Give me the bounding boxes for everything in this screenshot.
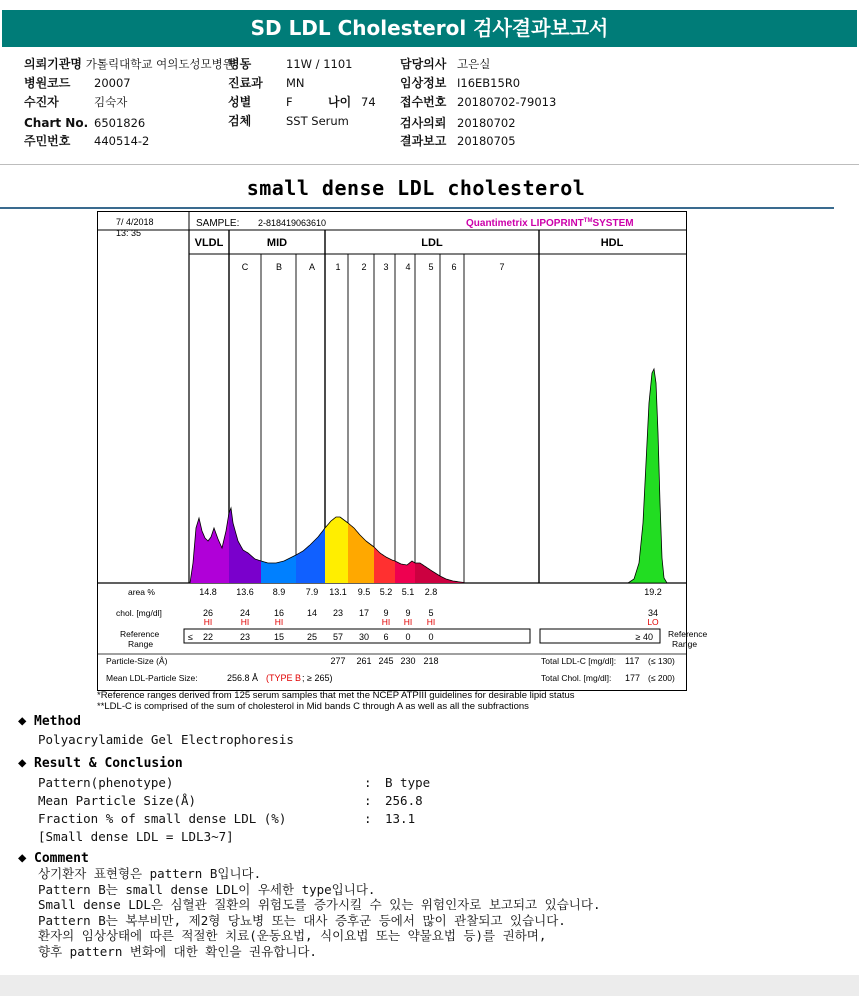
fraction-area-1: [325, 517, 348, 583]
area-value: 13.6: [236, 587, 254, 597]
particle-size-value: 230: [400, 656, 416, 666]
fraction-area-2: [348, 523, 374, 583]
range-right-label: Range: [672, 639, 698, 649]
reference-range-box: [184, 629, 530, 643]
comment-line: Pattern B는 small dense LDL이 우세한 type입니다.: [38, 881, 376, 897]
sample-id: 2-818419063610: [258, 218, 327, 228]
divider: [0, 164, 859, 165]
band-label: 7: [499, 262, 505, 272]
info-clinical: 임상정보 I16EB15R0: [400, 76, 521, 90]
reference-value: 22: [202, 632, 214, 642]
comment-line: 환자의 임상상태에 따른 적절한 치료(운동요법, 식이요법 또는 약물요법 등)를 권하며,: [38, 928, 547, 943]
comment-heading: ◆ Comment: [18, 850, 89, 866]
band-label: 4: [405, 262, 411, 272]
reference-le: ≤: [188, 632, 193, 642]
divider: [0, 207, 834, 209]
row-label-particle: Particle-Size (Å): [106, 656, 168, 666]
band-label: C: [241, 262, 249, 272]
chol-value: 9: [405, 608, 411, 618]
reference-value: 25: [306, 632, 318, 642]
group-label: HDL: [600, 237, 624, 249]
flag-lo: LO: [647, 617, 659, 627]
particle-size-value: 277: [330, 656, 346, 666]
footnotes: [97, 690, 575, 712]
comment-line: Pattern B는 복부비만, 제2형 당뇨병 또는 대사 증후군 등에서 많이 관찰되고 있습니다.: [38, 912, 566, 928]
group-label: MID: [266, 237, 288, 249]
band-label: 5: [428, 262, 434, 272]
bullet-icon: ◆: [18, 755, 27, 771]
sample-label: SAMPLE:: [196, 218, 240, 229]
info-doctor: 담당의사 고은실: [400, 57, 491, 71]
chol-value: 23: [332, 608, 344, 618]
band-label: A: [308, 262, 316, 272]
hdl-reference-value: ≥ 40: [635, 632, 653, 642]
total-chol-range: (≤ 200): [648, 673, 675, 683]
area-value: 5.1: [401, 587, 415, 597]
info-institution: 의뢰기관명 가톨릭대학교 여의도성모병원: [24, 57, 234, 71]
chol-value: 26: [202, 608, 214, 618]
area-value: 7.9: [305, 587, 319, 597]
fraction-area-C: [229, 508, 261, 583]
type-criterion: ; ≥ 265): [302, 673, 333, 683]
area-value: 14.8: [199, 587, 217, 597]
reference-right-label: Reference: [668, 629, 708, 639]
info-specimen: 검체 SST Serum: [228, 114, 349, 128]
group-label: VLDL: [194, 237, 224, 249]
reference-value: 23: [239, 632, 251, 642]
method-text: Polyacrylamide Gel Electrophoresis: [38, 732, 294, 747]
report-date: 7/ 4/2018: [116, 217, 154, 227]
band-label: 3: [383, 262, 389, 272]
particle-size-value: 261: [356, 656, 372, 666]
fraction-area-5: [415, 563, 464, 583]
bullet-icon: ◆: [18, 713, 27, 729]
particle-size-value: 218: [423, 656, 439, 666]
lipoprint-chart: [98, 212, 708, 690]
flag-hi: HI: [240, 617, 250, 627]
system-name: Quantimetrix LIPOPRINT™SYSTEM: [466, 218, 634, 229]
band-label: B: [275, 262, 283, 272]
info-hospital-code: 병원코드 20007: [24, 76, 131, 90]
flag-hi: HI: [381, 617, 391, 627]
flag-hi: HI: [203, 617, 213, 627]
fraction-area-HDL: [628, 369, 667, 583]
info-sex: 성별 F: [228, 95, 293, 109]
fraction-area-B: [261, 555, 296, 583]
row-label-mean: Mean LDL-Particle Size:: [106, 673, 198, 683]
chol-value: 34: [647, 608, 659, 618]
footnote-2: **LDL-C is comprised of the sum of cholesterol in Mid bands C through A as well as all the subfractions: [97, 701, 529, 712]
mean-size-value: 256.8 Å: [227, 673, 259, 683]
info-chart-no: Chart No. 6501826: [24, 116, 146, 130]
comment-text: [38, 866, 600, 959]
fraction-area-3: [374, 547, 395, 583]
band-label: 6: [451, 262, 457, 272]
area-value: 9.5: [357, 587, 371, 597]
chol-value: 24: [239, 608, 251, 618]
chol-value: 17: [358, 608, 370, 618]
result-heading: ◆ Result & Conclusion: [18, 755, 183, 771]
type-label: (TYPE B: [266, 673, 302, 683]
reference-value: 6: [383, 632, 389, 642]
comment-line: Small dense LDL은 심혈관 질환의 위험도를 증가시킬 수 있는 위험인자로 보고되고 있습니다.: [38, 897, 601, 912]
info-accession: 접수번호 20180702-79013: [400, 95, 557, 109]
reference-value: 30: [358, 632, 370, 642]
report-subtitle: small dense LDL cholesterol: [246, 176, 586, 200]
info-age: 나이 74: [328, 95, 376, 109]
info-ward: 병동 11W / 1101: [228, 57, 353, 71]
info-report-date: 결과보고 20180705: [400, 134, 516, 148]
band-label: 2: [361, 262, 367, 272]
row-label-area: area %: [128, 587, 155, 597]
band-label: 1: [335, 262, 341, 272]
lipoprint-report: [97, 211, 708, 691]
fraction-area-A: [296, 528, 325, 583]
comment-line: 향후 pattern 변화에 대한 확인을 권유합니다.: [38, 943, 317, 959]
info-request-date: 검사의뢰 20180702: [400, 116, 516, 130]
comment-line: 상기환자 표현형은 pattern B입니다.: [38, 866, 262, 881]
page-title: SD LDL Cholesterol 검사결과보고서: [2, 10, 857, 47]
group-label: LDL: [421, 237, 443, 249]
row-label-chol: chol. [mg/dl]: [116, 608, 162, 618]
flag-hi: HI: [274, 617, 284, 627]
report-page: SD LDL Cholesterol 검사결과보고서 의뢰기관명 가톨릭대학교 여의도성모병원 병원코드 20007 수진자 김숙자 Chart No. 6501826 주민번호 440514-2 병동 11W / 1101 진료과 MN 성별 F 나이 74 검체 SST Serum 담당의사 고은실 임상정보 I16EB15R0 접수번호 20180702-79013 검사의뢰 20180702 결과보고 20180705 small dense LDL cholesterol 7/ 4/2018 13: 35 SAMPLE: 2-818419063610 Quantimetrix LIPOPRINT™SYSTEM VLDL MID LDL HDL C B A 1 2 3 4 5 6 7 area % chol. [mg/dl] Reference Range Particle-Size (Å) Mean LDL-Particle Size: 14.8 13.6 8.9 7.9 13.1 9.5 5.2 5.1 2.8 19.2 26 24 16 14 23 17 9 9 5 34 HI HI HI HI HI HI LO ≤ 22 23 15 25 57 30 6 0 0 ≥ 40 Reference Range 277 261 245 230 218 256.8 Å (TYPE B ; ≥ 265) Total LDL-C [mg/dl]: 117 (≤ 130) Total Chol. [mg/dl]: 177 (≤ 200) *Reference ranges derived from 125 serum samples that met the NCEP ATPIII guidelines for desirable lipid status **LDL-C is comprised of the sum of cholesterol in Mid bands C through A as well as all the subfractions ◆ Method Polyacrylamide Gel Electrophoresis ◆ Result & Conclusion Pattern(phenotype) : B type Mean Particle Size(Å) : 256.8 Fraction % of small dense LDL (%) : 13.1 [Small dense LDL = LDL3~7] ◆ Comment 상기환자 표현형은 pattern B입니다. Pattern B는 small dense LDL이 우세한 type입니다. Small dense LDL은 심혈관 질환의 위험도를 증가시킬 수 있는 위험인자로 보고되고 있습니다. Pattern B는 복부비만, 제2형 당뇨병 또는 대사 증후군 등에서 많이 관찰되고 있습니다. 환자의 임상상태에 따른 적절한 치료(운동요법, 식이요법 또는 약물요법 등)를 권하며, 향후 pattern 변화에 대한 확인을 권유합니다.: [0, 0, 859, 975]
info-department: 진료과 MN: [228, 76, 305, 90]
reference-value: 57: [332, 632, 344, 642]
chol-value: 9: [383, 608, 389, 618]
total-chol-value: 177: [625, 673, 641, 683]
info-resident-no: 주민번호 440514-2: [24, 134, 150, 148]
info-patient-name: 수진자 김숙자: [24, 95, 128, 109]
total-ldl-range: (≤ 130): [648, 656, 675, 666]
reference-value: 0: [405, 632, 411, 642]
chol-value: 5: [428, 608, 434, 618]
area-value: 2.8: [424, 587, 438, 597]
area-value: 13.1: [329, 587, 347, 597]
chol-value: 14: [306, 608, 318, 618]
method-heading: ◆ Method: [18, 713, 81, 729]
area-value: 5.2: [379, 587, 393, 597]
total-ldl-label: Total LDL-C [mg/dl]:: [541, 656, 617, 666]
chol-value: 16: [273, 608, 285, 618]
row-label-range: Range: [128, 639, 154, 649]
flag-hi: HI: [426, 617, 436, 627]
footnote-1: *Reference ranges derived from 125 serum samples that met the NCEP ATPIII guidelines for desirable lipid status: [97, 690, 575, 701]
reference-value: 15: [273, 632, 285, 642]
reference-value: 0: [428, 632, 434, 642]
area-value: 8.9: [272, 587, 286, 597]
total-chol-label: Total Chol. [mg/dl]:: [541, 673, 612, 683]
report-time: 13: 35: [116, 228, 142, 238]
flag-hi: HI: [403, 617, 413, 627]
bullet-icon: ◆: [18, 850, 27, 866]
particle-size-value: 245: [378, 656, 394, 666]
fraction-area-VLDL: [189, 513, 229, 583]
total-ldl-value: 117: [625, 656, 640, 666]
area-value: 19.2: [644, 587, 662, 597]
row-label-reference: Reference: [120, 629, 160, 639]
